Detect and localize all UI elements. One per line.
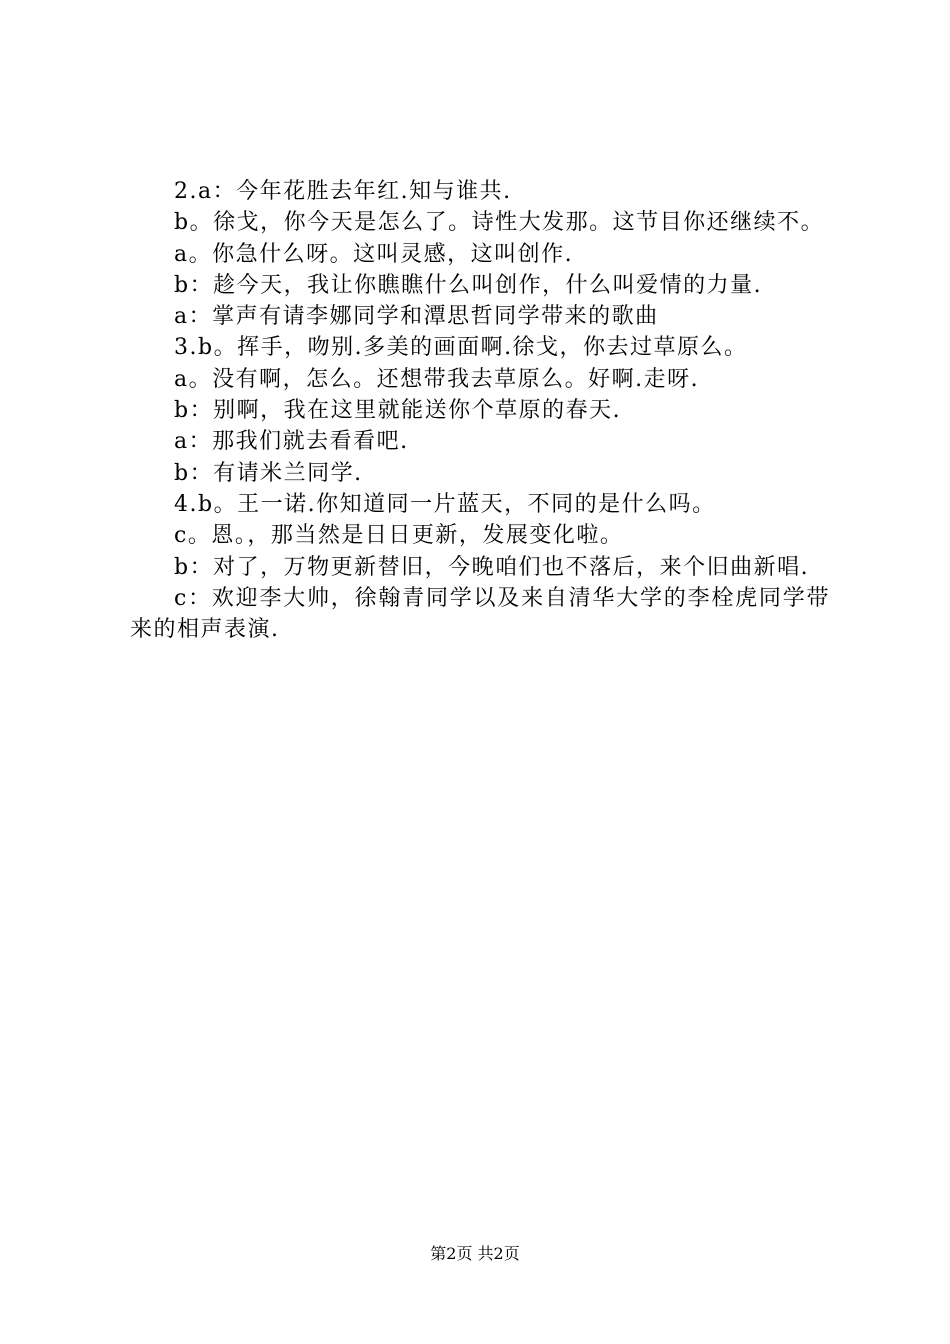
paragraph: a：那我们就去看看吧. — [174, 429, 409, 455]
paragraph: 2.a：今年花胜去年红.知与谁共. — [174, 179, 512, 204]
page-footer — [0, 1244, 950, 1264]
paragraph: b：别啊，我在这里就能送你个草原的春天. — [174, 398, 622, 424]
paragraph: b：对了，万物更新替旧，今晚咱们也不落后，来个旧曲新唱. — [174, 554, 810, 580]
document-body — [130, 176, 830, 645]
paragraph: 3.b。挥手，吻别.多美的画面啊.徐戈，你去过草原么。 — [174, 335, 748, 361]
paragraph: a。没有啊，怎么。还想带我去草原么。好啊.走呀. — [174, 366, 700, 392]
paragraph: 4.b。王一诺.你知道同一片蓝天，不同的是什么吗。 — [174, 491, 716, 517]
paragraph: b：趁今天，我让你瞧瞧什么叫创作，什么叫爱情的力量. — [174, 272, 763, 298]
paragraph: b。徐戈，你今天是怎么了。诗性大发那。这节目你还继续不。 — [174, 210, 825, 236]
paragraph: a。你急什么呀。这叫灵感，这叫创作. — [174, 241, 574, 267]
paragraph: c：欢迎李大帅，徐翰青同学以及来自清华大学的李栓虎同学带来的相声表演. — [130, 585, 830, 643]
page-number: 第2页 共2页 — [430, 1244, 520, 1263]
paragraph: b：有请米兰同学. — [174, 460, 363, 486]
paragraph: a：掌声有请李娜同学和潭思哲同学带来的歌曲 — [174, 304, 659, 330]
paragraph: c。恩。，那当然是日日更新，发展变化啦。 — [174, 523, 624, 549]
